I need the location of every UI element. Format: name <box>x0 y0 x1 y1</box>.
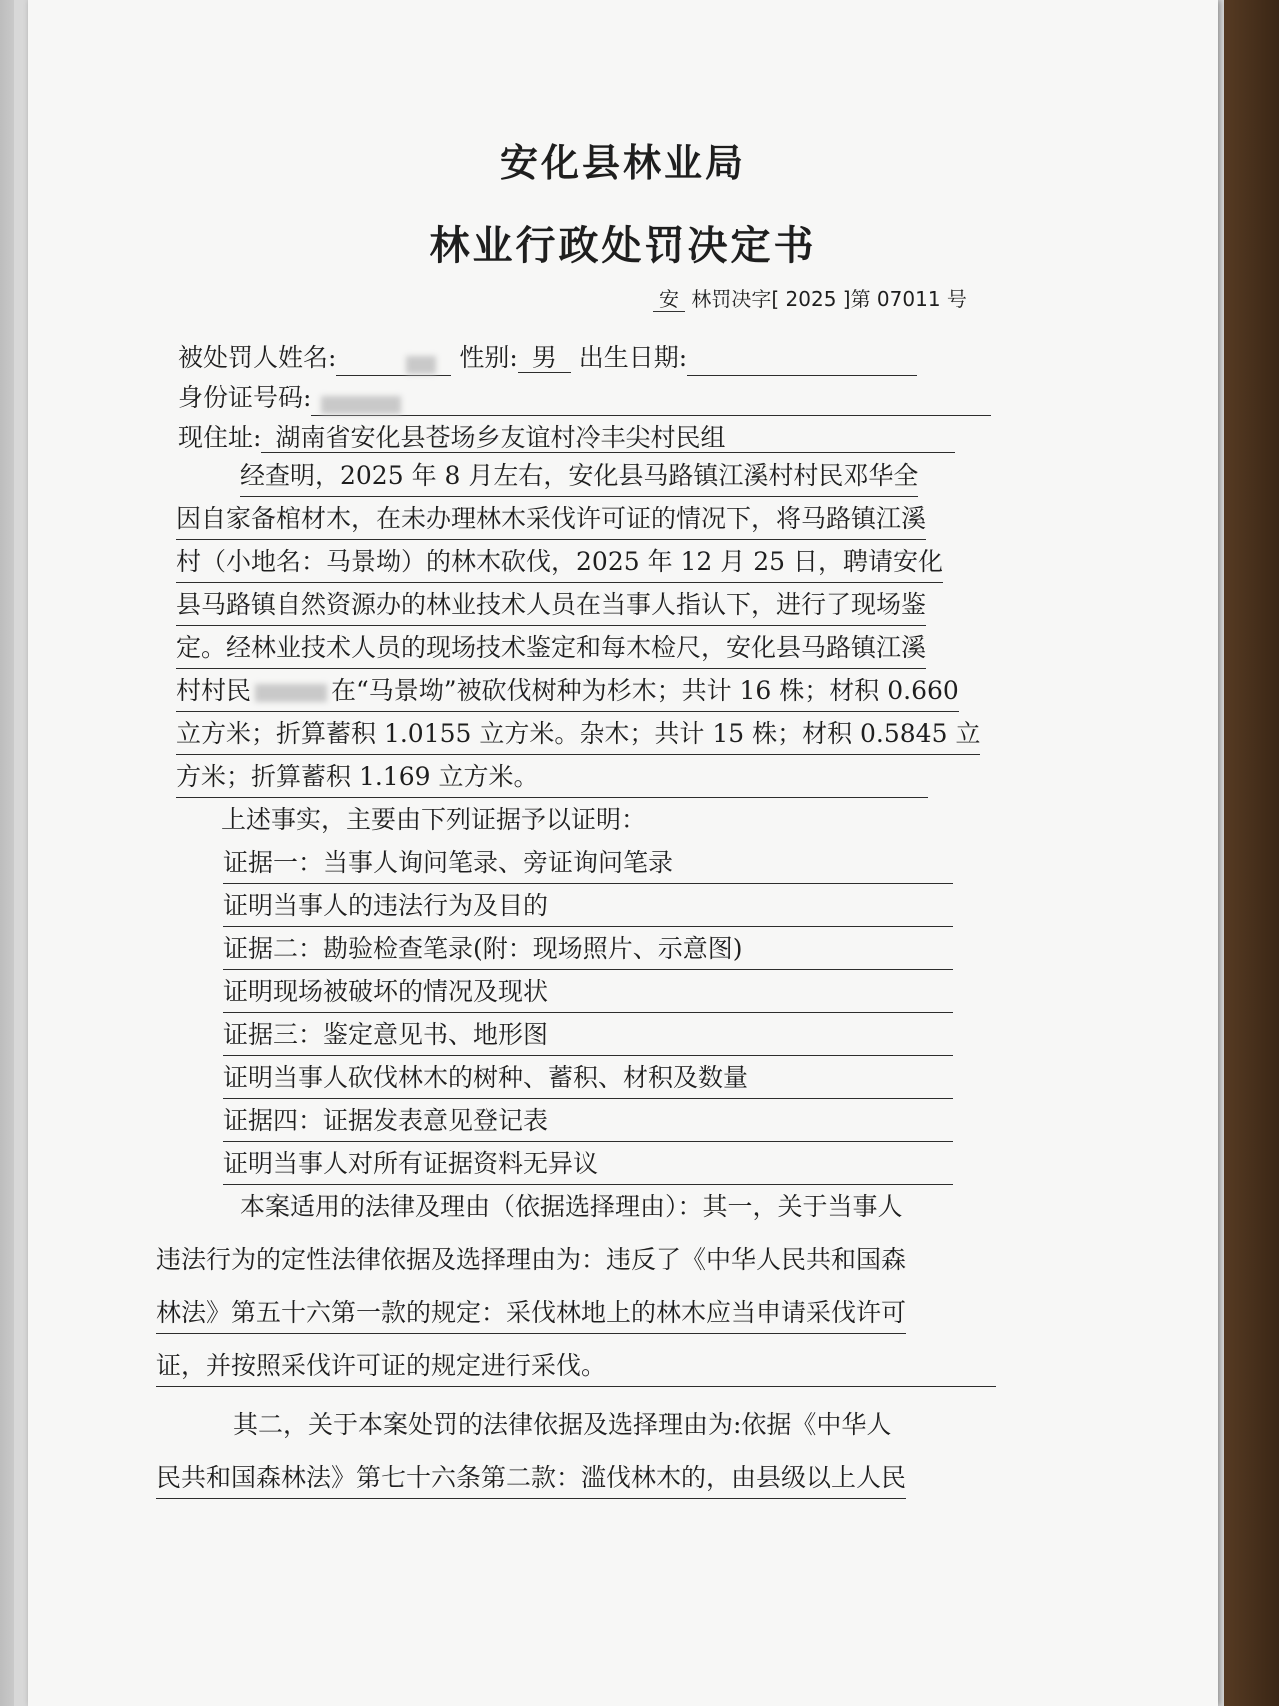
evidence-line-5: 证据三：鉴定意见书、地形图 <box>223 1017 953 1056</box>
law-line-3: 林法》第五十六第一款的规定：采伐林地上的林木应当申请采伐许可 <box>156 1295 906 1334</box>
evidence-line-3: 证据二：勘验检查笔录(附：现场照片、示意图) <box>223 931 953 970</box>
address-label: 现住址: <box>178 423 262 452</box>
id-blank <box>311 385 991 416</box>
document-number <box>653 283 967 312</box>
evidence-intro: 上述事实，主要由下列证据予以证明： <box>221 805 647 834</box>
facts-line-6-text: 在“马景坳”被砍伐树种为杉木；共计 16 株；材积 0.660 <box>331 676 959 705</box>
document-number-prefix: 安 <box>653 287 685 312</box>
evidence-line-7: 证据四：证据发表意见登记表 <box>223 1103 953 1142</box>
law-line-5: 其二，关于本案处罚的法律依据及选择理由为:依据《中华人 <box>233 1410 892 1439</box>
facts-line-2: 因自家备棺材木，在未办理林木采伐许可证的情况下，将马路镇江溪 <box>176 501 926 540</box>
birth-blank <box>687 345 917 376</box>
id-row <box>178 380 991 416</box>
law-line-1: 本案适用的法律及理由（依据选择理由）：其一，关于当事人 <box>240 1192 903 1221</box>
facts-line-8: 方米；折算蓄积 1.169 立方米。 <box>176 759 928 798</box>
facts-line-7: 立方米；折算蓄积 1.0155 立方米。杂木；共计 15 株；材积 0.5845 立 <box>176 716 980 755</box>
party-name-row <box>178 340 917 376</box>
address-value: 湖南省安化县苍场乡友谊村冷丰尖村民组 <box>261 423 955 453</box>
document-number-rest: 林罚决字[ 2025 ]第 07011 号 <box>691 287 967 311</box>
agency-title: 安化县林业局 <box>499 140 746 185</box>
name-blank <box>336 345 451 376</box>
law-line-6: 民共和国森林法》第七十六条第二款：滥伐林木的，由县级以上人民 <box>156 1460 906 1499</box>
address-row <box>178 420 955 456</box>
law-line-2: 违法行为的定性法律依据及选择理由为：违反了《中华人民共和国森 <box>156 1245 907 1274</box>
facts-line-6-prefix: 村村民 <box>176 676 252 705</box>
facts-line-3: 村（小地名：马景坳）的林木砍伐，2025 年 12 月 25 日，聘请安化 <box>176 544 943 583</box>
redacted-name <box>255 684 327 702</box>
facts-line-6 <box>176 673 959 712</box>
name-label: 被处罚人姓名: <box>178 343 337 372</box>
evidence-line-6: 证明当事人砍伐林木的树种、蓄积、材积及数量 <box>223 1060 953 1099</box>
evidence-line-4: 证明现场被破坏的情况及现状 <box>223 974 953 1013</box>
facts-line-4: 县马路镇自然资源办的林业技术人员在当事人指认下，进行了现场鉴 <box>176 587 926 626</box>
gender-label: 性别: <box>459 343 518 372</box>
law-line-4: 证，并按照采伐许可证的规定进行采伐。 <box>156 1348 996 1387</box>
document-page <box>28 0 1218 1706</box>
evidence-line-2: 证明当事人的违法行为及目的 <box>223 888 953 927</box>
id-label: 身份证号码: <box>178 383 312 412</box>
facts-line-1: 经查明，2025 年 8 月左右，安化县马路镇江溪村村民邓华全 <box>240 458 918 497</box>
evidence-line-8: 证明当事人对所有证据资料无异议 <box>223 1146 953 1185</box>
evidence-line-1: 证据一：当事人询问笔录、旁证询问笔录 <box>223 845 953 884</box>
facts-line-5: 定。经林业技术人员的现场技术鉴定和每木检尺，安化县马路镇江溪 <box>176 630 926 669</box>
document-title: 林业行政处罚决定书 <box>429 222 817 269</box>
gender-value: 男 <box>518 343 571 373</box>
birth-label: 出生日期: <box>578 343 688 372</box>
